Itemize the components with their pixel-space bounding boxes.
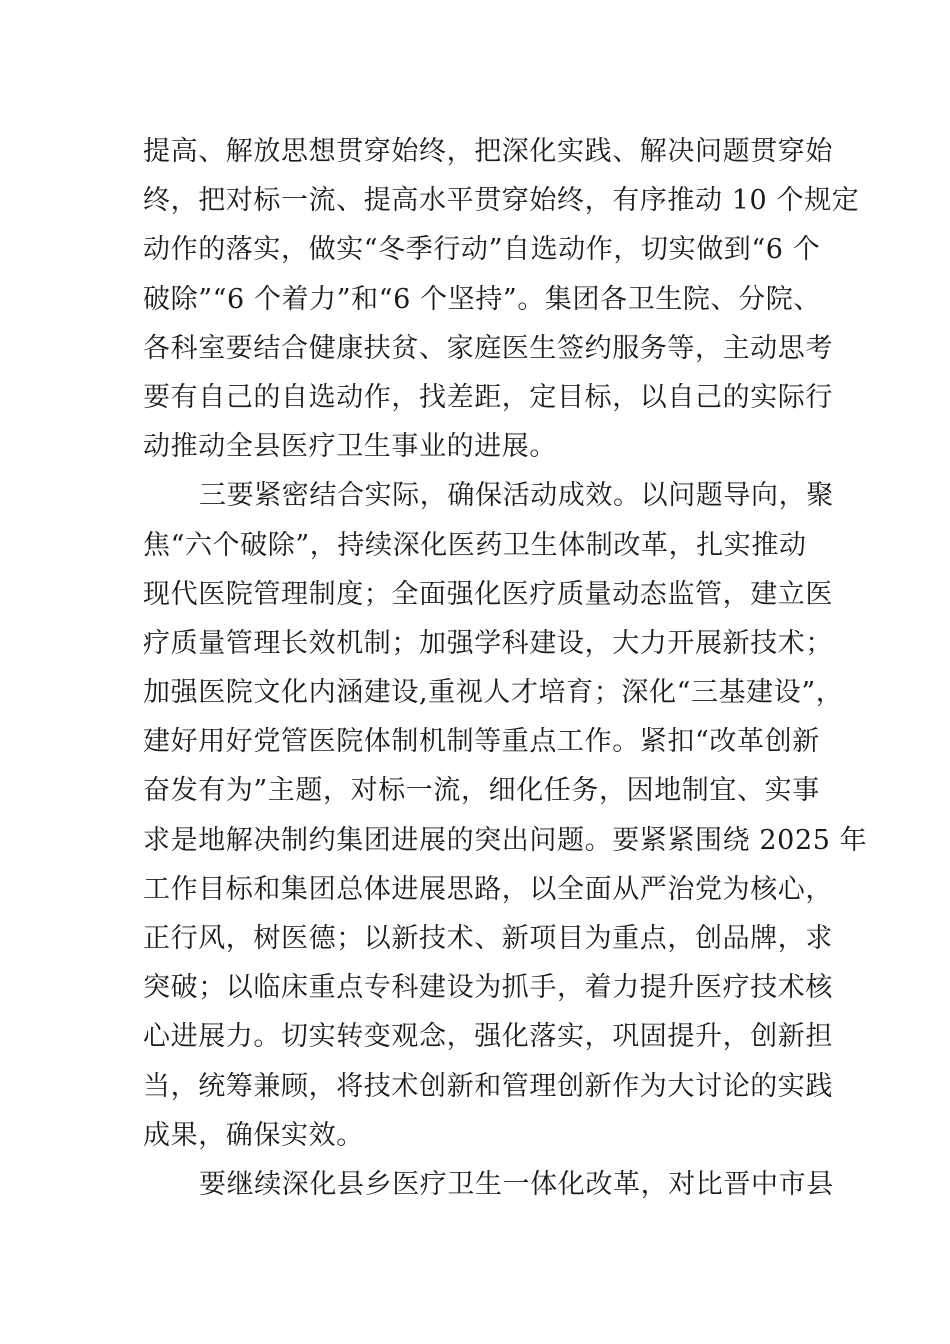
text-line: 正行风，树医德；以新技术、新项目为重点，创品牌，求	[143, 923, 833, 954]
text-line: 突破；以临床重点专科建设为抓手，着力提升医疗技术核	[143, 972, 833, 1004]
text-line: 求是地解决制约集团进展的突出问题。要紧紧围绕 2025 年	[143, 824, 868, 856]
text-line: 疗质量管理长效机制；加强学科建设，大力开展新技术；	[143, 627, 833, 659]
text-line: 现代医院管理制度；全面强化医疗质量动态监管，建立医	[143, 578, 833, 610]
text-line: 三要紧密结合实际，确保活动成效。以问题导向，聚	[199, 480, 834, 512]
paragraph	[143, 1160, 833, 1209]
text-line: 奋发有为”主题，对标一流，细化任务，因地制宜、实事	[143, 775, 820, 807]
text-line: 要继续深化县乡医疗卫生一体化改革，对比晋中市县	[199, 1168, 834, 1200]
text-line: 破除”“6 个着力”和“6 个坚持”。集团各卫生院、分院、	[143, 283, 821, 315]
text-line: 要有自己的自选动作，找差距，定目标，以自己的实际行	[143, 381, 833, 413]
body-text	[143, 127, 868, 1209]
text-line: 工作目标和集团总体进展思路，以全面从严治党为核心，	[143, 873, 833, 905]
text-line: 建好用好党管医院体制机制等重点工作。紧扣“改革创新	[143, 726, 820, 758]
text-line: 焦“六个破除”，持续深化医药卫生体制改革，扎实推动	[143, 529, 807, 561]
text-line: 心进展力。切实转变观念，强化落实，巩固提升，创新担	[143, 1021, 833, 1053]
text-line: 终，把对标一流、提高水平贯穿始终，有序推动 10 个规定	[143, 185, 860, 217]
text-line: 加强医院文化内涵建设,重视人才培育；深化“三基建设”，	[143, 677, 844, 709]
text-line: 各科室要结合健康扶贫、家庭医生签约服务等，主动思考	[143, 332, 833, 364]
text-line: 提高、解放思想贯穿始终，把深化实践、解决问题贯穿始	[143, 136, 833, 167]
text-line: 动作的落实，做实“冬季行动”自选动作，切实做到“6 个	[143, 234, 821, 266]
paragraph	[143, 471, 868, 1160]
paragraph	[143, 127, 860, 471]
text-line: 当，统筹兼顾，将技术创新和管理创新作为大讨论的实践	[143, 1070, 833, 1102]
text-line: 成果，确保实效。	[143, 1119, 364, 1151]
text-line: 动推动全县医疗卫生事业的进展。	[143, 431, 557, 463]
